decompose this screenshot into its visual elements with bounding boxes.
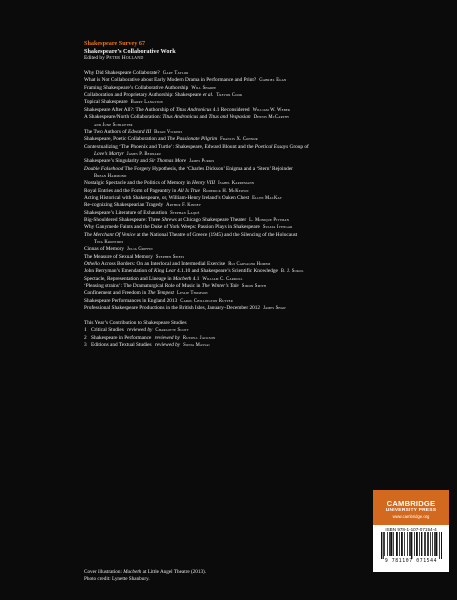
toc-entry-title: Big-Shouldered Shakespeare: Three [84, 216, 162, 223]
series-title: Shakespeare Survey 67 [84, 40, 146, 47]
publisher-url: www.cambridge.org [392, 513, 430, 519]
barcode-bar [435, 532, 436, 556]
toc-entry-author: Gary Taylor [162, 71, 189, 77]
toc-entry-title-italic: Edward III [127, 128, 152, 135]
contribution-reviewer: Russell Jackson [182, 335, 216, 341]
toc-entry-author: Brian Vickers [154, 129, 183, 135]
toc-entry-title: Shakespeare, Poetic Collaboration and [84, 136, 168, 143]
toc-entry-title-italic: The Tempest [147, 290, 175, 297]
barcode-bar [384, 532, 385, 556]
toc-entry [84, 224, 444, 231]
toc-entry-title: at the National Theatre of Greece (1945) and the Silencing of the Holocaust [135, 231, 298, 238]
contribution-reviewed-by: reviewed by [153, 342, 181, 349]
toc-entry-title-italic: All Is True [177, 187, 200, 194]
barcode-image [380, 532, 442, 559]
toc-entry-author: Francis X. Connor [220, 137, 258, 143]
toc-entry-author: Gabriel Egan [259, 78, 287, 84]
toc-entry-title-italic: Titus and Vespasian [208, 114, 251, 121]
toc-entry-continuation [84, 239, 444, 246]
cover-illustration-label: Cover illustration: [84, 569, 122, 575]
toc-entry-title: The Measure of Sexual Memory [84, 253, 153, 260]
barcode-bar [421, 532, 422, 556]
barcode-bar [436, 532, 437, 556]
contribution-reviewer: Charlotte Scott [155, 328, 189, 334]
toc-entry-title-italic: Titus Andronicus [162, 114, 199, 121]
barcode-bar [399, 532, 400, 556]
toc-entry-title: Shakespeare’s Literature of Exhaustion [84, 209, 168, 216]
back-cover-text [84, 40, 444, 349]
toc-entry [84, 188, 444, 195]
toc-entry-title: Royal Entries and the Form of Pageantry in [84, 187, 178, 194]
isbn-label: ISBN 978-1-107-07154-4 [385, 526, 437, 532]
photo-credit: Photo credit: Lynette Shanbury. [84, 576, 150, 583]
toc-entry-title-italic: Double Falsehood [84, 165, 124, 172]
toc-entry-title: A Shakespeare/North Collaboration: [84, 114, 163, 121]
barcode-bar [407, 532, 408, 556]
contribution-number: 1 [84, 327, 87, 334]
barcode-bar [414, 532, 415, 556]
toc-entry-title-italic: The Winter’s Tale [201, 283, 239, 290]
toc-entry-title: Topical Shakespeare [84, 99, 128, 106]
toc-entry-title: Why Ganymede Faints and the Duke of York Weeps: Passion Plays in Shakespeare [84, 224, 260, 231]
toc-entry-title-italic: Love’s Martyr [94, 150, 124, 157]
volume-title: Shakespeare’s Collaborative Work [84, 47, 176, 55]
cover-illustration-note [84, 569, 206, 583]
toc-entry [84, 129, 444, 136]
barcode-bar [439, 532, 440, 559]
barcode-bar [409, 532, 410, 556]
toc-entry-continuation [84, 151, 444, 158]
barcode-bar [427, 532, 428, 556]
publisher-barcode-panel [373, 490, 449, 572]
toc-entry-title: ‘Pleasing strains’: The Dramaturgical Role of Music in [84, 283, 202, 290]
edited-by-label: Edited by [84, 55, 105, 62]
barcode-bar [393, 532, 394, 556]
contribution-item [84, 327, 444, 334]
toc-entry-title-italic: Shrews [161, 216, 177, 223]
toc-entry-title: The Forgery Hypothesis, the ‘Charles Dickson’ Enigma and a ‘Stern’ Rejoinder [123, 165, 293, 172]
contributions-heading: This Year’s Contribution to Shakespeare Studies [84, 319, 187, 326]
barcode-number: 9 781107 071544 [384, 559, 438, 564]
contribution-item [84, 342, 444, 349]
contribution-reviewed-by: reviewed by [153, 334, 180, 341]
toc-entry-title-italic: The Passionate Pilgrim [167, 136, 218, 143]
toc-entry-title-italic: Macbeth [172, 275, 192, 282]
toc-entry-author: L. Monique Pittman [249, 217, 290, 223]
barcode-bar [381, 532, 382, 559]
toc-entry-author: William W. Weber [252, 107, 291, 113]
contribution-reviewed-by: reviewed by [125, 327, 153, 334]
toc-entry-title: Group of [288, 143, 309, 150]
toc-entry [84, 305, 444, 312]
toc-entry-title-italic: et al. [202, 92, 214, 99]
toc-entry-title: 4.1 Reconsidered [211, 106, 250, 113]
toc-entry-author: Isabel Karremann [218, 181, 255, 187]
editor-name: Peter Holland [106, 55, 144, 62]
toc-entry-title-italic: Poetical Essays [254, 143, 289, 150]
toc-entry-title: Spectacle, Representation and Lineage in [84, 275, 173, 282]
toc-entry [84, 166, 444, 173]
barcode-bar [424, 532, 425, 556]
toc-entry-author: Rui Carvalho Homem [228, 262, 271, 268]
toc-entry [84, 180, 444, 187]
toc-entry [84, 136, 444, 143]
barcode-bar [391, 532, 392, 556]
toc-entry-title: Shakespeare’s Singularity and [84, 158, 150, 165]
toc-entry-title: Professional Shakespeare Productions in the British Isles, January–December 2012 [84, 305, 261, 312]
barcode-bar [411, 532, 412, 559]
contributions-list [84, 327, 444, 349]
barcode-bar [428, 532, 429, 556]
toc-entry-title: Collaboration and Proprietary Authorship: Shakespeare [84, 92, 203, 99]
toc-entry-author: and June Schlueter [94, 122, 133, 128]
barcode-bar [425, 532, 426, 556]
toc-entry-author: Simon Smith [241, 284, 267, 290]
contribution-reviewer: Sonia Massai [183, 343, 210, 349]
toc-entry [84, 268, 444, 275]
toc-entry-author: Dennis McCarthy [253, 115, 290, 121]
barcode-bar [430, 532, 431, 556]
publisher-press: UNIVERSITY PRESS [385, 508, 437, 513]
toc-entry-title: Contextualizing ‘The Phoenix and Turtle’: Shakespeare, Edward Blount and the [84, 143, 255, 150]
toc-entry [84, 114, 444, 121]
toc-entry-title: Nostalgic Spectacle and the Politics of Memory in [84, 180, 192, 187]
barcode-bar [441, 532, 442, 559]
toc-entry-author: Roderick H. McKeown [202, 188, 249, 194]
toc-entry [84, 276, 444, 283]
toc-entry-author: Julia Griffin [127, 247, 153, 253]
toc-entry-author: Ellen MacKay [252, 195, 282, 201]
toc-entry-author: James P. Bednarz [126, 151, 162, 157]
barcode-bar [389, 532, 390, 556]
barcode-bar [434, 532, 435, 556]
toc-entry-title: Shakespeare Performances in England 2013 [84, 297, 178, 304]
toc-entry-title: at Chicago Shakespeare Theater [176, 216, 247, 223]
contribution-number: 3 [84, 342, 87, 349]
contribution-title: Editions and Textual Studies [91, 342, 152, 349]
toc-entry-title: What is Not Collaborative about Early Modern Drama in Performance and Print? [84, 77, 257, 84]
publisher-name: CAMBRIDGE [386, 499, 436, 508]
toc-entry-author: James Shaw [263, 306, 286, 312]
toc-entry-author: Arthur F. Kinney [166, 203, 202, 209]
publisher-logo [373, 490, 449, 525]
toc-entry-author: Tina Krontiris [94, 240, 124, 245]
toc-entry [84, 210, 444, 217]
contribution-item [84, 335, 444, 342]
toc-entry-author: James Purkis [189, 159, 215, 165]
toc-entry-author: B. J. Sokol [280, 269, 304, 275]
toc-entry-continuation [84, 122, 444, 129]
toc-entry-title: Across Borders: On an Interlocal and Intermedial Exercise [99, 261, 226, 268]
toc-entry-title: Re-cognizing Shakespearian Tragedy [84, 202, 164, 209]
toc-entry-title: The Two Authors of [84, 128, 128, 135]
toc-entry-author: Leslie Thomson [177, 291, 208, 297]
toc-entry-author: Sujata Iyengar [262, 225, 293, 231]
toc-entry [84, 85, 444, 92]
toc-entry [84, 77, 444, 84]
editor-line [84, 55, 444, 62]
barcode-bar [383, 532, 384, 559]
cover-illustration-line [84, 569, 206, 576]
contributions-section [84, 320, 444, 349]
contribution-title: Shakespeare in Performance [91, 334, 152, 341]
toc-entry [84, 254, 444, 261]
contribution-title: Critical Studies [91, 327, 124, 334]
toc-entry [84, 202, 444, 209]
toc-entry-title: Acting Historical with Shakespeare, or, William-Henry Ireland’s Oaken Chest [84, 194, 250, 201]
toc-entry-title: Why Did Shakespeare Collaborate? [84, 70, 160, 77]
barcode-bar [402, 532, 403, 556]
toc-entry-title: Shakespeare After All?: The Authorship of [84, 106, 176, 113]
toc-entry-author: Will Sharpe [191, 85, 217, 91]
toc-entry-author: Trevor Cook [216, 93, 243, 99]
table-of-contents [84, 70, 444, 312]
toc-entry-author: Brean Hammond [94, 173, 127, 179]
toc-entry [84, 290, 444, 297]
toc-entry-title: 4.1.10 and Shakespeare’s Scientific Knowledge [175, 268, 278, 275]
toc-entry-title: 4.1 [191, 275, 200, 282]
toc-entry-title: Cinnas of Memory [84, 246, 125, 253]
toc-entry [84, 246, 444, 253]
contribution-number: 2 [84, 334, 87, 341]
barcode-bar [419, 532, 420, 556]
barcode-bar [397, 532, 398, 556]
toc-entry-title-italic: King Lear [154, 268, 176, 275]
toc-entry-title-italic: Titus Andronicus [175, 106, 212, 113]
toc-entry-title-italic: Sir Thomas More [149, 158, 187, 165]
barcode-bar [417, 532, 418, 556]
toc-entry-title: Framing Shakespeare’s Collaborative Authorship [84, 84, 189, 91]
cover-illustration-rest: at Little Angel Theatre (2013). [141, 569, 207, 575]
toc-entry [84, 107, 444, 114]
barcode-bar [410, 532, 411, 556]
toc-entry [84, 232, 444, 239]
toc-entry-author: Stephen Spiess [155, 254, 185, 260]
toc-entry-author: Barry Langston [130, 100, 164, 106]
toc-entry-title: John Berryman’s Emendation of [84, 268, 155, 275]
toc-entry [84, 195, 444, 202]
toc-entry-title: Confinement and Freedom in [84, 290, 148, 297]
barcode-bar [390, 532, 391, 556]
barcode-bar [387, 532, 388, 556]
cover-illustration-work: Macbeth [123, 569, 142, 575]
toc-entry [84, 158, 444, 165]
toc-entry-author: William C. Carroll [202, 276, 243, 282]
barcode-bar [432, 532, 433, 556]
toc-entry [84, 99, 444, 106]
toc-entry [84, 144, 444, 151]
barcode-bar [404, 532, 405, 556]
toc-entry [84, 92, 444, 99]
toc-entry-title-italic: Othello [84, 261, 100, 268]
toc-entry [84, 298, 444, 305]
toc-entry-author: Stephan Laqué [170, 210, 200, 216]
toc-entry-title-italic: Henry VIII [191, 180, 216, 187]
toc-entry-author: Carol Chillington Rutter [180, 298, 233, 304]
toc-entry-title: and [198, 114, 209, 121]
toc-entry-title-italic: The Merchant Of Venice [84, 231, 136, 238]
